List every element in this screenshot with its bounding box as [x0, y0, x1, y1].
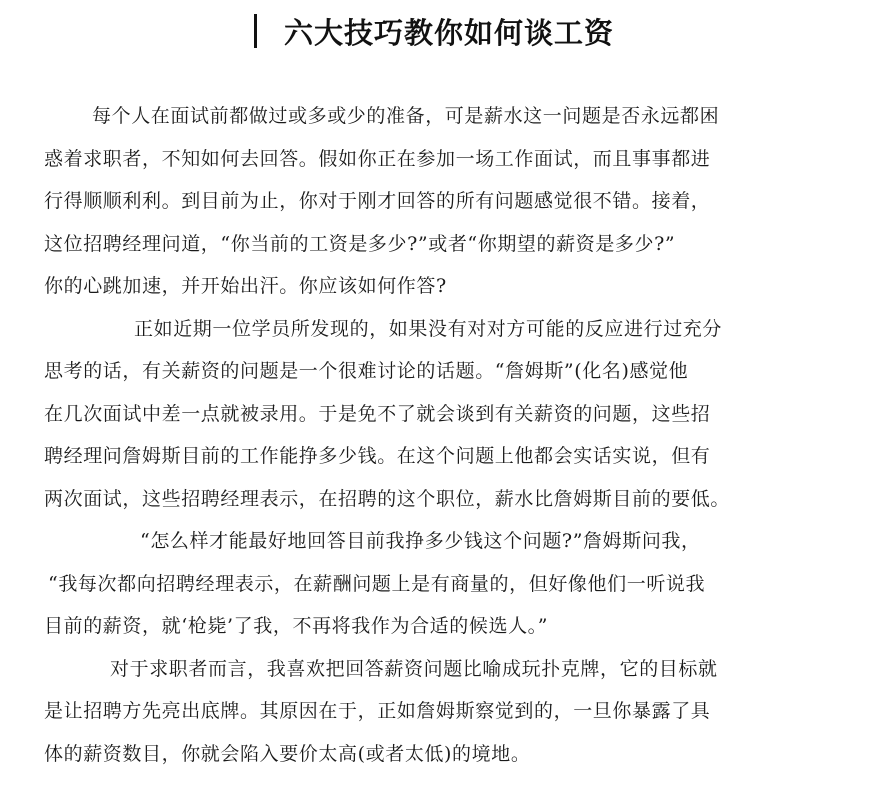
paragraph-1-line-4: 这位招聘经理问道，“你当前的工资是多少?”或者“你期望的薪资是多少?”	[44, 232, 676, 255]
paragraph-4-line-3: 体的薪资数目，你就会陷入要价太高(或者太低)的境地。	[44, 742, 531, 765]
title-bar	[254, 14, 614, 48]
title-rule	[254, 14, 257, 48]
paragraph-2-line-4: 聘经理问詹姆斯目前的工作能挣多少钱。在这个问题上他都会实话实说，但有	[44, 445, 711, 467]
paragraph-1-line-2: 惑着求职者，不知如何去回答。假如你正在参加一场工作面试，而且事事都进	[44, 147, 711, 170]
paragraph-1-line-3: 行得顺顺利利。到目前为止，你对于刚才回答的所有问题感觉很不错。接着，	[44, 190, 711, 212]
paragraph-2-line-3: 在几次面试中差一点就被录用。于是免不了就会谈到有关薪资的问题，这些招	[44, 402, 711, 425]
paragraph-1-line-5: 你的心跳加速，并开始出汗。你应该如何作答?	[44, 275, 447, 297]
paragraph-2-line-1: 正如近期一位学员所发现的，如果没有对对方可能的反应进行过充分	[134, 317, 723, 340]
paragraph-2-line-5: 两次面试，这些招聘经理表示，在招聘的这个职位，薪水比詹姆斯目前的要低。	[44, 487, 731, 510]
article-body	[44, 95, 834, 775]
paragraph-4-line-1: 对于求职者而言，我喜欢把回答薪资问题比喻成玩扑克牌，它的目标就	[110, 657, 718, 680]
page-title: 六大技巧教你如何谈工资	[284, 15, 615, 50]
paragraph-1-line-1: 每个人在面试前都做过或多或少的准备，可是薪水这一问题是否永远都困	[92, 105, 720, 127]
paragraph-3-line-3: 目前的薪资，就‘枪毙’了我，不再将我作为合适的候选人。”	[44, 615, 549, 637]
paragraph-4-line-2: 是让招聘方先亮出底牌。其原因在于，正如詹姆斯察觉到的，一旦你暴露了具	[44, 700, 711, 722]
paragraph-3-line-1: “怎么样才能最好地回答目前我挣多少钱这个问题?”詹姆斯问我，	[140, 530, 701, 552]
paragraph-3-line-2: “我每次都向招聘经理表示，在薪酬问题上是有商量的，但好像他们一听说我	[48, 572, 706, 595]
paragraph-2-line-2: 思考的话，有关薪资的问题是一个很难讨论的话题。“詹姆斯”(化名)感觉他	[44, 360, 689, 382]
